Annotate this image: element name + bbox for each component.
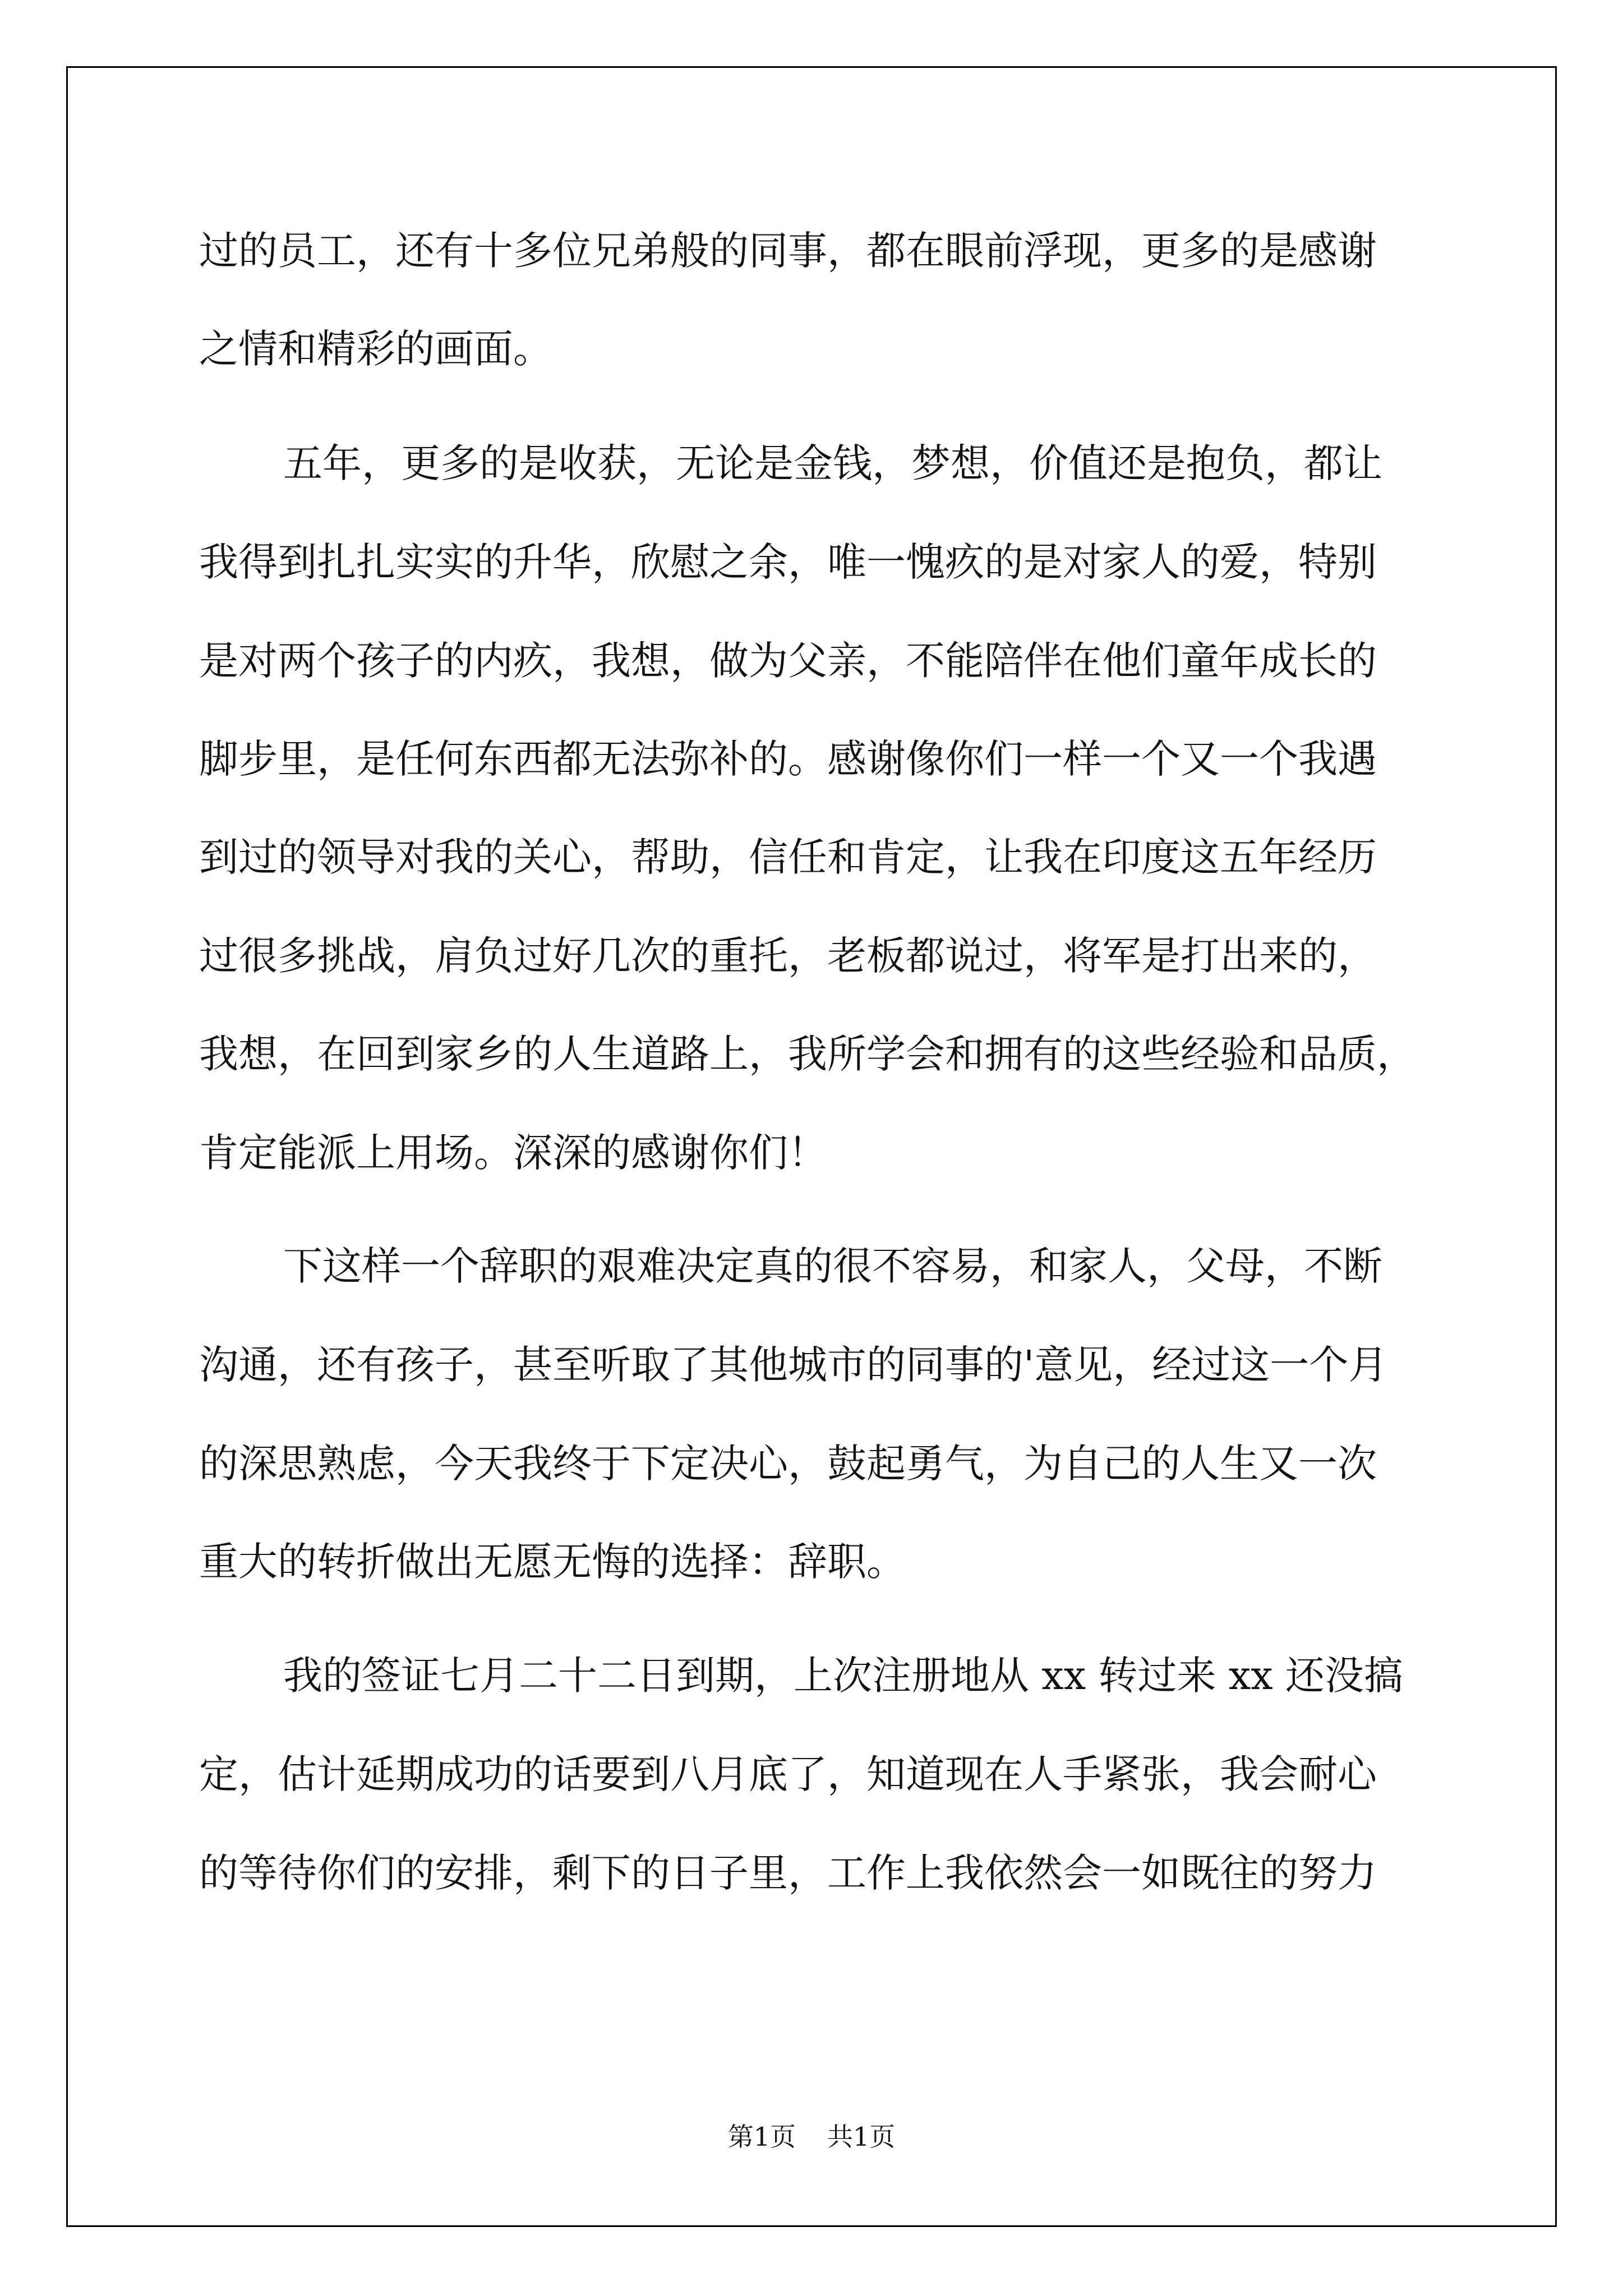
text-line: 肯定能派上用场。深深的感谢你们！	[199, 1130, 827, 1176]
text-line: 定，估计延期成功的话要到八月底了，知道现在人手紧张，我会耐心	[199, 1751, 1377, 1797]
page-footer	[0, 2121, 1623, 2152]
paragraph-start-line: 五年，更多的是收获，无论是金钱，梦想，价值还是抱负，都让	[283, 440, 1382, 486]
paragraph-start-line: 下这样一个辞职的艰难决定真的很不容易，和家人，父母，不断	[283, 1243, 1382, 1289]
text-line: 的深思熟虑，今天我终于下定决心，鼓起勇气，为自己的人生又一次	[199, 1441, 1377, 1487]
text-line: 脚步里，是任何东西都无法弥补的。感谢像你们一样一个又一个我遇	[199, 736, 1377, 782]
text-line: 过的员工，还有十多位兄弟般的同事，都在眼前浮现，更多的是感谢	[199, 228, 1377, 274]
page-number-total: 共1页	[827, 2122, 896, 2152]
text-line: 我想，在回到家乡的人生道路上，我所学会和拥有的这些经验和品质，	[199, 1031, 1416, 1077]
text-line: 的等待你们的安排，剩下的日子里，工作上我依然会一如既往的努力	[199, 1850, 1377, 1896]
text-line: 到过的领导对我的关心，帮助，信任和肯定，让我在印度这五年经历	[199, 834, 1377, 880]
text-line: 我得到扎扎实实的升华，欣慰之余，唯一愧疚的是对家人的爱，特别	[199, 539, 1377, 585]
text-line: 重大的转折做出无愿无悔的选择：辞职。	[199, 1539, 906, 1585]
paragraph-start-line: 我的签证七月二十二日到期，上次注册地从 xx 转过来 xx 还没搞	[283, 1653, 1403, 1699]
page-number-current: 第1页	[727, 2122, 796, 2152]
text-line: 沟通，还有孩子，甚至听取了其他城市的同事的'意见，经过这一个月	[199, 1342, 1388, 1388]
text-line: 过很多挑战，肩负过好几次的重托，老板都说过，将军是打出来的，	[199, 933, 1377, 979]
text-line: 之情和精彩的画面。	[199, 326, 552, 372]
text-line: 是对两个孩子的内疚，我想，做为父亲，不能陪伴在他们童年成长的	[199, 638, 1377, 684]
